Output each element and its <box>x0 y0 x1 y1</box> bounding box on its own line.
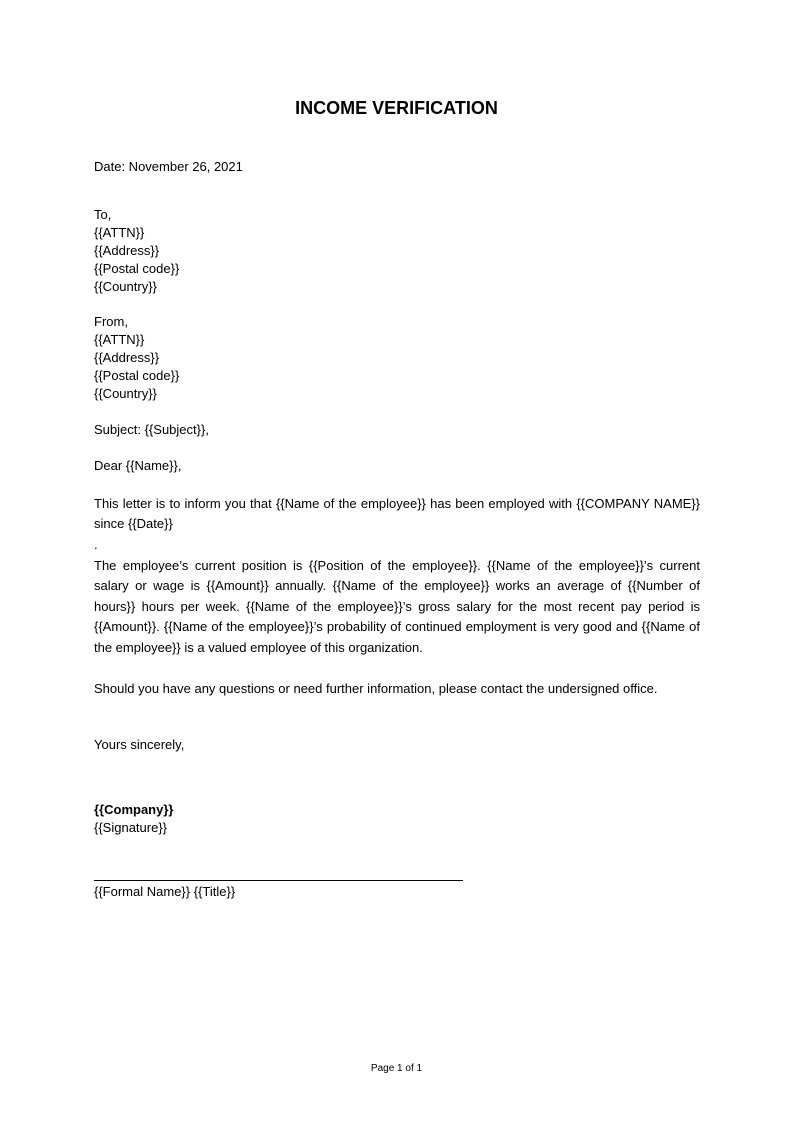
from-country: {{Country}} <box>94 386 157 401</box>
to-attn: {{ATTN}} <box>94 225 145 240</box>
to-country: {{Country}} <box>94 279 157 294</box>
from-address: {{Address}} <box>94 350 160 365</box>
closing: Yours sincerely, <box>94 737 185 752</box>
signature-line <box>94 880 463 881</box>
company-name: {{Company}} <box>94 802 174 817</box>
from-attn: {{ATTN}} <box>94 332 145 347</box>
document-title: INCOME VERIFICATION <box>295 98 498 118</box>
paragraph-dot: . <box>94 537 98 552</box>
salutation: Dear {{Name}}, <box>94 458 182 473</box>
paragraph-contact: Should you have any questions or need further information, please contact the undersigned office. <box>94 681 658 696</box>
signature-placeholder: {{Signature}} <box>94 820 168 835</box>
to-postal-code: {{Postal code}} <box>94 261 180 276</box>
subject-line: Subject: {{Subject}}, <box>94 422 209 437</box>
from-postal-code: {{Postal code}} <box>94 368 180 383</box>
from-label: From, <box>94 314 128 329</box>
to-address: {{Address}} <box>94 243 160 258</box>
to-label: To, <box>94 207 112 222</box>
formal-name-title: {{Formal Name}} {{Title}} <box>94 884 236 899</box>
date-line: Date: November 26, 2021 <box>94 159 243 174</box>
paragraph-employment: This letter is to inform you that {{Name of the employee}} has been employed with {{COMPANY NAME}} since {{Date}} <box>94 496 700 532</box>
paragraph-salary-details: The employee’s current position is {{Position of the employee}}. {{Name of the employee}}’s current salary or wage is {{Amount}} annually. {{Name of the employee}} works an average of {{Number of hours}} hours per week. {{Name of the employee}}’s gross salary for the most recent pay period is {{Amount}}. {{Name of the employee}}’s probability of continued employment is very good and {{Name of the employee}} is a valued employee of this organization. <box>94 558 700 655</box>
page-number: Page 1 of 1 <box>370 1063 423 1074</box>
